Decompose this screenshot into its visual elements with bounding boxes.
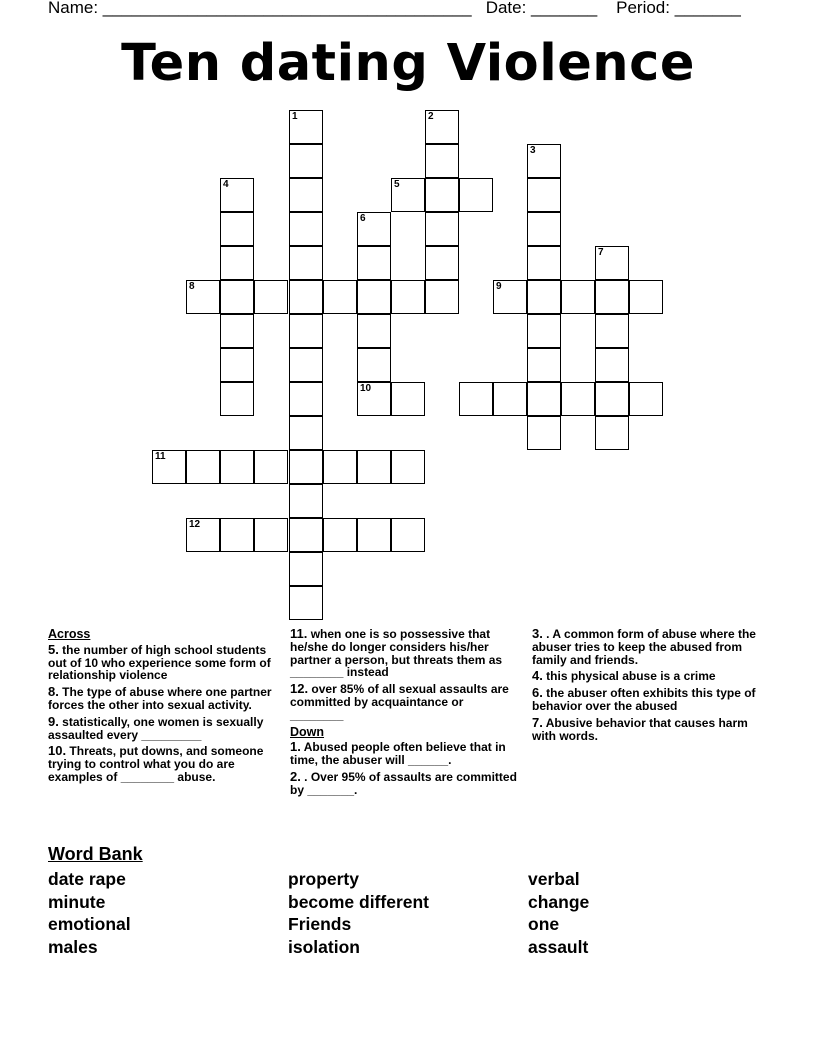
word-bank-word: males — [48, 936, 98, 957]
clue-text: . A common form of abuse where the abuser tries to keep the abused from family and friends. — [532, 627, 756, 667]
grid-cell[interactable] — [289, 416, 323, 450]
grid-cell[interactable] — [289, 246, 323, 280]
grid-cell[interactable] — [220, 348, 254, 382]
grid-cell[interactable] — [391, 382, 425, 416]
clue-number: 11 — [155, 451, 166, 462]
across-clue-list — [48, 641, 283, 784]
clue-number: 7 — [598, 247, 604, 258]
clue-item — [48, 745, 283, 783]
word-bank-word: date rape — [48, 869, 126, 889]
grid-cell[interactable] — [391, 280, 425, 314]
grid-cell[interactable] — [220, 212, 254, 246]
clue-number: 9 — [496, 281, 502, 292]
word-bank-word: one — [528, 914, 560, 934]
grid-cell[interactable] — [391, 450, 425, 484]
grid-cell[interactable] — [629, 280, 663, 314]
word-bank-word: emotional — [48, 914, 131, 934]
clue-number: 1 — [292, 111, 298, 122]
page-title: Ten dating Violence — [121, 34, 695, 93]
grid-cell[interactable] — [186, 518, 220, 552]
grid-cell[interactable] — [527, 348, 561, 382]
grid-cell[interactable] — [595, 382, 629, 416]
grid-cell[interactable] — [289, 518, 323, 552]
grid-cell[interactable] — [289, 382, 323, 416]
clue-number: 6 — [360, 213, 366, 224]
word-bank-column-1 — [48, 868, 131, 958]
clue-number-label: 1. — [290, 739, 301, 755]
grid-cell[interactable] — [527, 280, 561, 314]
grid-cell[interactable] — [152, 450, 186, 484]
grid-cell[interactable] — [357, 246, 391, 280]
grid-cell[interactable] — [527, 246, 561, 280]
grid-cell[interactable] — [220, 178, 254, 212]
word-bank-title: Word Bank — [48, 844, 143, 864]
clues-column-3 — [532, 628, 757, 746]
clue-number-label: 2. — [290, 768, 301, 784]
clue-number: 12 — [189, 519, 201, 530]
grid-cell[interactable] — [357, 280, 391, 314]
grid-cell[interactable] — [459, 178, 493, 212]
grid-cell[interactable] — [561, 280, 595, 314]
clue-item — [290, 683, 520, 721]
clue-text: Abusive behavior that causes harm with words. — [532, 715, 748, 743]
clue-text: when one is so possessive that he/she do longer considers his/her partner a person, but threats them as ________ instead — [290, 627, 503, 680]
clue-number-label: 4. — [532, 668, 543, 684]
clue-text: . Over 95% of assaults are committed by _______. — [290, 769, 517, 797]
word-bank-word: change — [528, 891, 590, 912]
clue-item — [290, 628, 520, 679]
grid-cell[interactable] — [561, 382, 595, 416]
grid-cell[interactable] — [254, 518, 288, 552]
grid-cell[interactable] — [459, 382, 493, 416]
grid-cell[interactable] — [425, 178, 459, 212]
grid-cell[interactable] — [357, 314, 391, 348]
clue-number-label: 6. — [532, 685, 543, 701]
grid-cell[interactable] — [220, 314, 254, 348]
grid-cell[interactable] — [527, 212, 561, 246]
clue-number: 5 — [394, 179, 400, 190]
down-clue-list-cont — [532, 628, 757, 742]
word-bank-word: verbal — [528, 869, 580, 889]
clue-number: 2 — [428, 111, 434, 122]
grid-cell[interactable] — [220, 280, 254, 314]
clues-column-2 — [290, 628, 520, 801]
grid-cell[interactable] — [289, 144, 323, 178]
grid-cell[interactable] — [527, 144, 561, 178]
grid-cell[interactable] — [493, 382, 527, 416]
clue-text: Abused people often believe that in time, the abuser will ______. — [290, 740, 506, 768]
clue-text: Threats, put downs, and someone trying to control what you do are examples of ________ abuse. — [48, 744, 264, 784]
grid-cell[interactable] — [323, 518, 357, 552]
grid-cell[interactable] — [595, 280, 629, 314]
grid-cell[interactable] — [391, 518, 425, 552]
clue-number: 4 — [223, 179, 229, 190]
clue-item — [290, 768, 520, 797]
clue-item — [48, 713, 283, 742]
grid-cell[interactable] — [595, 314, 629, 348]
clue-item — [532, 670, 757, 683]
grid-cell[interactable] — [425, 246, 459, 280]
word-bank-word: become different — [288, 891, 429, 912]
grid-cell[interactable] — [595, 416, 629, 450]
grid-cell[interactable] — [595, 348, 629, 382]
across-clue-list-cont — [290, 628, 520, 722]
word-bank-word: minute — [48, 891, 106, 912]
word-bank-word: assault — [528, 936, 589, 957]
word-bank-word: Friends — [288, 914, 352, 934]
grid-cell[interactable] — [289, 348, 323, 382]
grid-cell[interactable] — [493, 280, 527, 314]
grid-cell[interactable] — [289, 178, 323, 212]
grid-cell[interactable] — [357, 382, 391, 416]
clue-text: this physical abuse is a crime — [542, 669, 716, 684]
grid-cell[interactable] — [357, 450, 391, 484]
word-bank-column-2 — [288, 868, 429, 958]
grid-cell[interactable] — [289, 212, 323, 246]
grid-cell[interactable] — [391, 178, 425, 212]
grid-cell[interactable] — [289, 586, 323, 620]
grid-cell[interactable] — [254, 280, 288, 314]
clue-text: statistically, one women is sexually assaulted every _________ — [48, 714, 264, 742]
grid-cell[interactable] — [595, 246, 629, 280]
across-heading: Across — [48, 627, 91, 641]
grid-cell[interactable] — [323, 450, 357, 484]
clue-item — [532, 687, 757, 713]
word-bank-word: property — [288, 869, 359, 889]
grid-cell[interactable] — [527, 382, 561, 416]
clue-item — [48, 641, 283, 683]
clue-number-label: 10. — [48, 743, 67, 759]
clue-text: the abuser often exhibits this type of behavior over the abused — [532, 686, 756, 713]
clue-text: The type of abuse where one partner forces the other into sexual activity. — [48, 685, 272, 712]
grid-cell[interactable] — [425, 144, 459, 178]
grid-cell[interactable] — [220, 246, 254, 280]
clue-item — [48, 686, 283, 712]
grid-cell[interactable] — [220, 518, 254, 552]
clue-item — [290, 741, 520, 767]
grid-cell[interactable] — [289, 280, 323, 314]
clue-text: over 85% of all sexual assaults are committed by acquaintance or ________ — [290, 682, 509, 722]
clue-text: the number of high school students out of 10 who experience some form of relationship violence — [48, 642, 271, 683]
grid-cell[interactable] — [289, 110, 323, 144]
clue-number-label: 11. — [290, 626, 308, 641]
clue-number-label: 3. — [532, 626, 543, 641]
grid-cell[interactable] — [254, 450, 288, 484]
clues-column-1 — [48, 628, 283, 788]
grid-cell[interactable] — [289, 552, 323, 586]
grid-cell[interactable] — [220, 382, 254, 416]
grid-cell[interactable] — [323, 280, 357, 314]
grid-cell[interactable] — [289, 314, 323, 348]
clue-item — [532, 714, 757, 743]
grid-cell[interactable] — [527, 178, 561, 212]
down-clue-list — [290, 741, 520, 796]
clue-number-label: 8. — [48, 684, 59, 700]
clue-number-label: 7. — [532, 714, 543, 730]
grid-cell[interactable] — [186, 450, 220, 484]
grid-cell[interactable] — [186, 280, 220, 314]
clue-number: 10 — [360, 383, 372, 394]
grid-cell[interactable] — [629, 382, 663, 416]
grid-cell[interactable] — [425, 280, 459, 314]
grid-cell[interactable] — [527, 314, 561, 348]
clue-number: 8 — [189, 281, 195, 292]
grid-cell[interactable] — [425, 212, 459, 246]
grid-cell[interactable] — [425, 110, 459, 144]
grid-cell[interactable] — [357, 212, 391, 246]
clue-item — [532, 628, 757, 666]
grid-cell[interactable] — [527, 416, 561, 450]
word-bank-word: isolation — [288, 936, 360, 957]
grid-cell[interactable] — [289, 484, 323, 518]
grid-cell[interactable] — [220, 450, 254, 484]
clue-number-label: 5. — [48, 641, 59, 657]
header-line: Name: _______________________________________ Date: _______ Period: _______ — [48, 0, 741, 17]
grid-cell[interactable] — [357, 518, 391, 552]
grid-cell[interactable] — [357, 348, 391, 382]
down-heading: Down — [290, 724, 325, 739]
clue-number: 3 — [530, 145, 536, 156]
grid-cell[interactable] — [289, 450, 323, 484]
clue-number-label: 12. — [290, 681, 309, 697]
clue-number-label: 9. — [48, 713, 59, 729]
word-bank-column-3 — [528, 868, 589, 958]
